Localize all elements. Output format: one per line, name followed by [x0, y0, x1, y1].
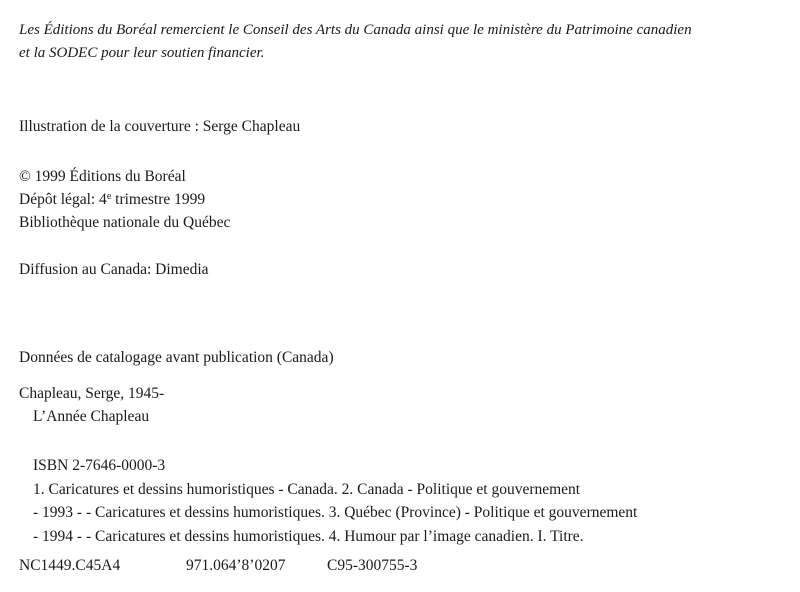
legal-deposit-prefix: Dépôt légal: 4	[19, 191, 107, 208]
cip-author: Chapleau, Serge, 1945-	[19, 385, 165, 402]
cip-subject-line-3: - 1994 - - Caricatures et dessins humoristiques. 4. Humour par l’image canadien. I. Titre.	[33, 528, 584, 545]
funding-acknowledgement-line-1: Les Éditions du Boréal remercient le Conseil des Arts du Canada ainsi que le ministère du Patrimoine canadien	[19, 22, 692, 38]
cip-record-number: C95-300755-3	[327, 557, 418, 574]
funding-acknowledgement-line-2: et la SODEC pour leur soutien financier.	[19, 45, 265, 61]
national-library: Bibliothèque nationale du Québec	[19, 214, 231, 231]
cip-subject-line-1: 1. Caricatures et dessins humoristiques - Canada. 2. Canada - Politique et gouvernement	[33, 481, 581, 498]
legal-deposit-superscript: e	[106, 191, 112, 202]
dewey-number: 971.064’8’0207	[186, 557, 286, 574]
distribution-info: Diffusion au Canada: Dimedia	[19, 261, 209, 278]
legal-deposit	[19, 190, 205, 210]
cip-title: L’Année Chapleau	[33, 408, 150, 425]
lc-call-number: NC1449.C45A4	[19, 557, 121, 574]
copyright-notice: © 1999 Éditions du Boréal	[19, 168, 186, 185]
cip-isbn: ISBN 2-7646-0000-3	[33, 457, 166, 474]
cover-illustration-credit: Illustration de la couverture : Serge Chapleau	[19, 118, 301, 135]
cip-subject-line-2: - 1993 - - Caricatures et dessins humoristiques. 3. Québec (Province) - Politique et gouvernement	[33, 504, 638, 521]
cip-heading: Données de catalogage avant publication (Canada)	[19, 349, 334, 366]
legal-deposit-suffix: trimestre 1999	[111, 191, 206, 208]
